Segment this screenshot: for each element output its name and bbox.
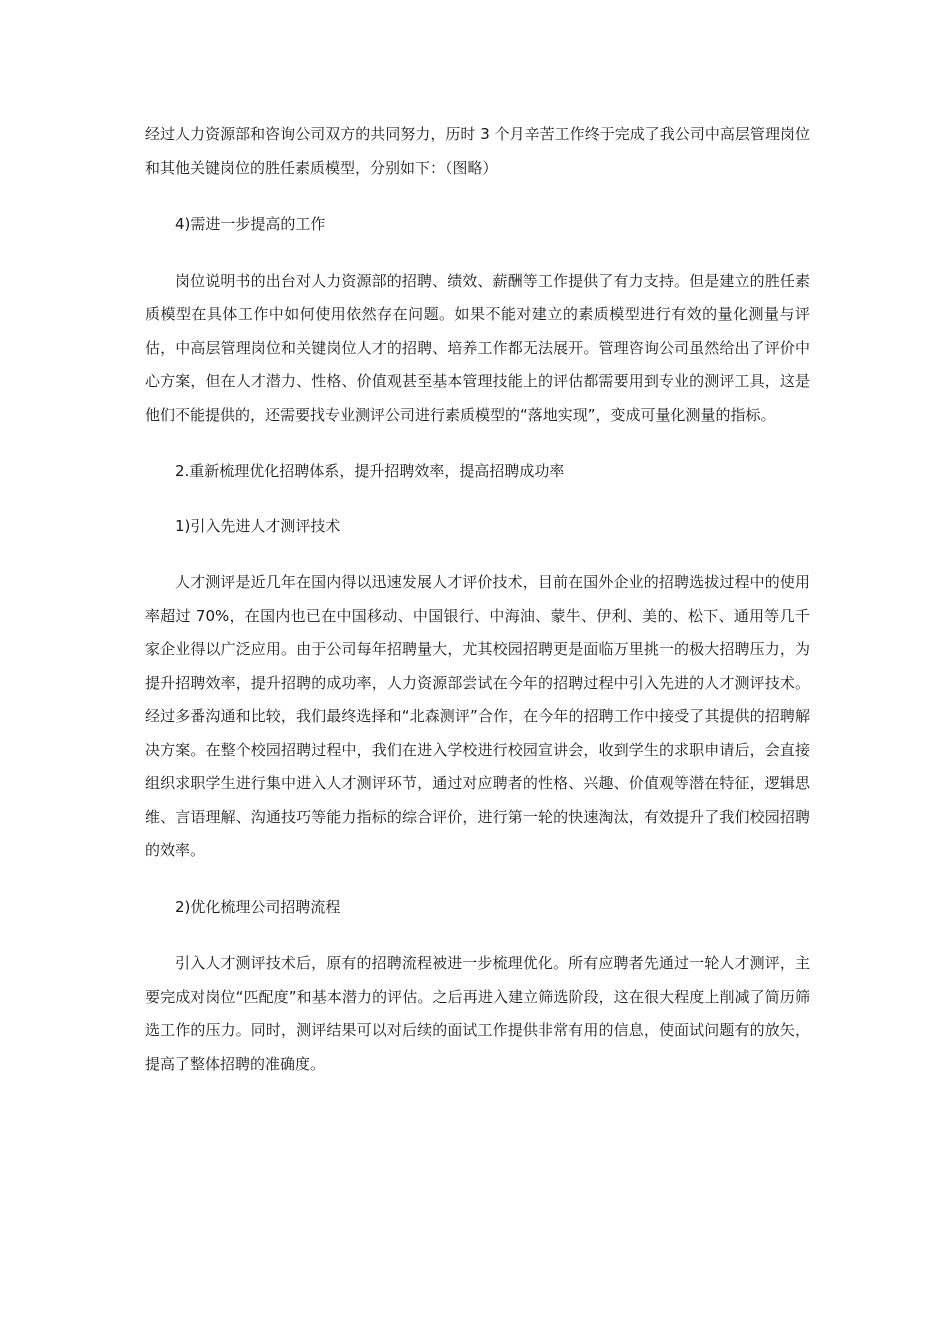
heading-recruitment-system: 2.重新梳理优化招聘体系，提升招聘效率，提高招聘成功率 (175, 462, 565, 480)
paragraph-recruitment-process-body: 引入人才测评技术后，原有的招聘流程被进一步梳理优化。所有应聘者先通过一轮人才测评，主要完成对岗位“匹配度”和基本潜力的评估。之后再进入建立筛选阶段，这在很大程度上削减了简历筛选工作的压力。同时，测评结果可以对后续的面试工作提供非常有用的信息，使面试问题有的放矢，提高了整体招聘的准确度。 (145, 954, 810, 1073)
heading-further-improvement: 4)需进一步提高的工作 (175, 215, 326, 233)
document-body (145, 118, 810, 1081)
paragraph-competency-model-intro: 经过人力资源部和咨询公司双方的共同努力，历时 3 个月辛苦工作终于完成了我公司中高层管理岗位和其他关键岗位的胜任素质模型，分别如下：（图略） (145, 125, 810, 177)
heading-recruitment-process: 2)优化梳理公司招聘流程 (175, 897, 341, 916)
heading-talent-assessment: 1)引入先进人才测评技术 (175, 516, 341, 535)
paragraph-job-description-support: 岗位说明书的出台对人力资源部的招聘、绩效、薪酬等工作提供了有力支持。但是建立的胜任素质模型在具体工作中如何使用依然存在问题。如果不能对建立的素质模型进行有效的量化测量与评估，中高层管理岗位和关键岗位人才的招聘、培养工作都无法展开。管理咨询公司虽然给出了评价中心方案，但在人才潜力、性格、价值观甚至基本管理技能上的评估都需要用到专业的测评工具，这是他们不能提供的，还需要找专业测评公司进行素质模型的“落地实现”，变成可量化测量的指标。 (145, 271, 810, 424)
paragraph-talent-assessment-body: 人才测评是近几年在国内得以迅速发展人才评价技术，目前在国外企业的招聘选拔过程中的使用率超过 70%，在国内也已在中国移动、中国银行、中海油、蒙牛、伊利、美的、松下、通用等几千家企业得以广泛应用。由于公司每年招聘量大，尤其校园招聘更是面临万里挑一的极大招聘压力，为提升招聘效率，提升招聘的成功率，人力资源部尝试在今年的招聘过程中引入先进的人才测评技术。经过多番沟通和比较，我们最终选择和“北森测评”合作，在今年的招聘工作中接受了其提供的招聘解决方案。在整个校园招聘过程中，我们在进入学校进行校园宣讲会，收到学生的求职申请后，会直接组织求职学生进行集中进入人才测评环节，通过对应聘者的性格、兴趣、价值观等潜在特征，逻辑思维、言语理解、沟通技巧等能力指标的综合评价，进行第一轮的快速淘汰，有效提升了我们校园招聘的效率。 (145, 573, 810, 859)
